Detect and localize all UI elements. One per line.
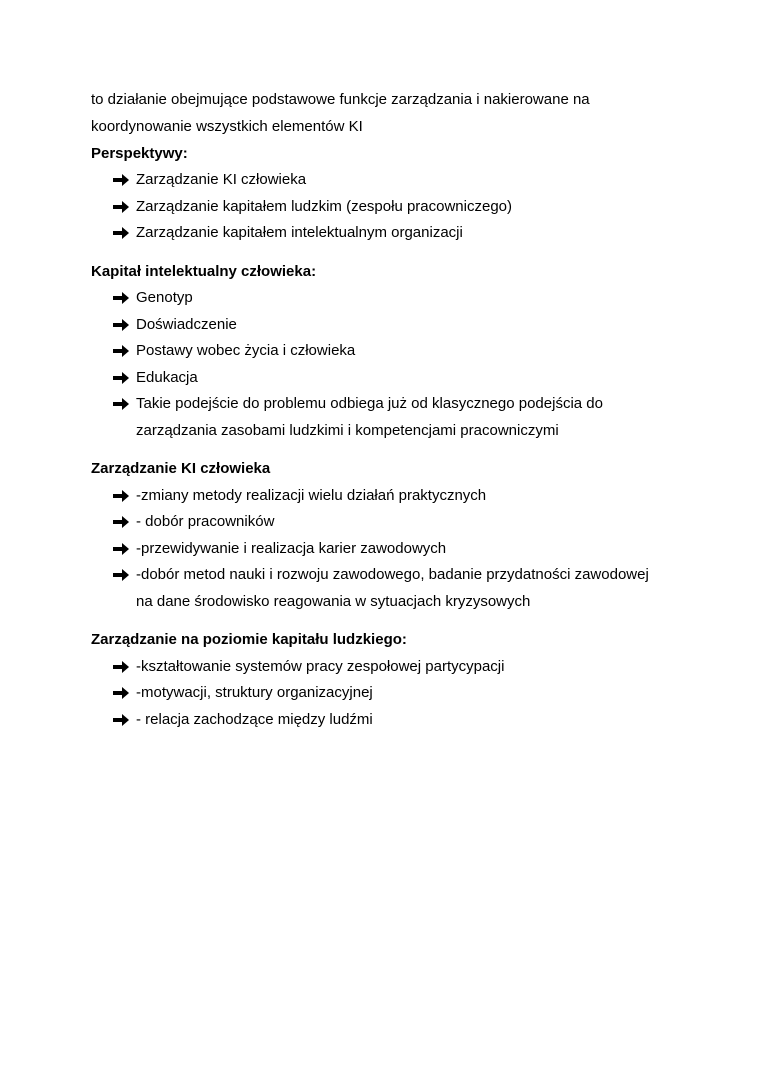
- arrow-right-icon: [112, 542, 136, 556]
- arrow-right-icon: [112, 686, 136, 700]
- zarzadzanie-kl-item: [112, 711, 373, 729]
- zarzadzanie-ki-item: [112, 566, 649, 584]
- arrow-right-icon: [112, 344, 136, 358]
- arrow-right-icon: [112, 226, 136, 240]
- kapital-item-label: Postawy wobec życia i człowieka: [136, 342, 356, 360]
- arrow-right-icon: [112, 489, 136, 503]
- zarzadzanie-ki-item-continuation: na dane środowisko reagowania w sytuacjach kryzysowych: [136, 593, 531, 610]
- intro-line-2: koordynowanie wszystkich elementów KI: [91, 118, 363, 135]
- zarzadzanie-ki-item-label: -przewidywanie i realizacja karier zawodowych: [136, 540, 447, 558]
- zarzadzanie-kl-item-label: -kształtowanie systemów pracy zespołowej partycypacji: [136, 658, 505, 676]
- arrow-right-icon: [112, 713, 136, 727]
- kapital-item: [112, 342, 355, 360]
- arrow-right-icon: [112, 291, 136, 305]
- zarzadzanie-kl-item: [112, 684, 373, 702]
- kapital-item: [112, 316, 237, 334]
- kapital-heading: Kapitał intelektualny człowieka:: [91, 263, 317, 280]
- kapital-item-label: Takie podejście do problemu odbiega już od klasycznego podejścia do: [136, 395, 603, 413]
- perspektywy-item: [112, 224, 463, 242]
- kapital-item: [112, 289, 193, 307]
- arrow-right-icon: [112, 173, 136, 187]
- zarzadzanie-ki-item-label: -dobór metod nauki i rozwoju zawodowego, badanie przydatności zawodowej: [136, 566, 649, 584]
- arrow-right-icon: [112, 397, 136, 411]
- zarzadzanie-ki-heading: Zarządzanie KI człowieka: [91, 460, 271, 477]
- perspektywy-item: [112, 198, 512, 216]
- zarzadzanie-ki-item: [112, 513, 274, 531]
- kapital-item-label: Doświadczenie: [136, 316, 237, 334]
- zarzadzanie-ki-item: [112, 487, 486, 505]
- zarzadzanie-kl-item: [112, 658, 504, 676]
- kapital-item: [112, 369, 198, 387]
- perspektywy-item-label: Zarządzanie kapitałem ludzkim (zespołu pracowniczego): [136, 198, 513, 216]
- kapital-item: [112, 395, 603, 413]
- kapital-item-continuation: zarządzania zasobami ludzkimi i kompetencjami pracowniczymi: [136, 422, 559, 439]
- zarzadzanie-kl-heading: Zarządzanie na poziomie kapitału ludzkiego:: [91, 631, 407, 648]
- zarzadzanie-ki-item: [112, 540, 446, 558]
- perspektywy-item: [112, 171, 306, 189]
- arrow-right-icon: [112, 568, 136, 582]
- arrow-right-icon: [112, 371, 136, 385]
- arrow-right-icon: [112, 318, 136, 332]
- perspektywy-item-label: Zarządzanie KI człowieka: [136, 171, 307, 189]
- zarzadzanie-ki-item-label: -zmiany metody realizacji wielu działań praktycznych: [136, 487, 487, 505]
- arrow-right-icon: [112, 200, 136, 214]
- arrow-right-icon: [112, 660, 136, 674]
- perspektywy-item-label: Zarządzanie kapitałem intelektualnym organizacji: [136, 224, 463, 242]
- kapital-item-label: Edukacja: [136, 369, 198, 387]
- intro-line-1: to działanie obejmujące podstawowe funkcje zarządzania i nakierowane na: [91, 91, 590, 108]
- perspektywy-heading: Perspektywy:: [91, 145, 188, 162]
- kapital-item-label: Genotyp: [136, 289, 193, 307]
- zarzadzanie-kl-item-label: - relacja zachodzące między ludźmi: [136, 711, 373, 729]
- zarzadzanie-ki-item-label: - dobór pracowników: [136, 513, 275, 531]
- zarzadzanie-kl-item-label: -motywacji, struktury organizacyjnej: [136, 684, 373, 702]
- arrow-right-icon: [112, 515, 136, 529]
